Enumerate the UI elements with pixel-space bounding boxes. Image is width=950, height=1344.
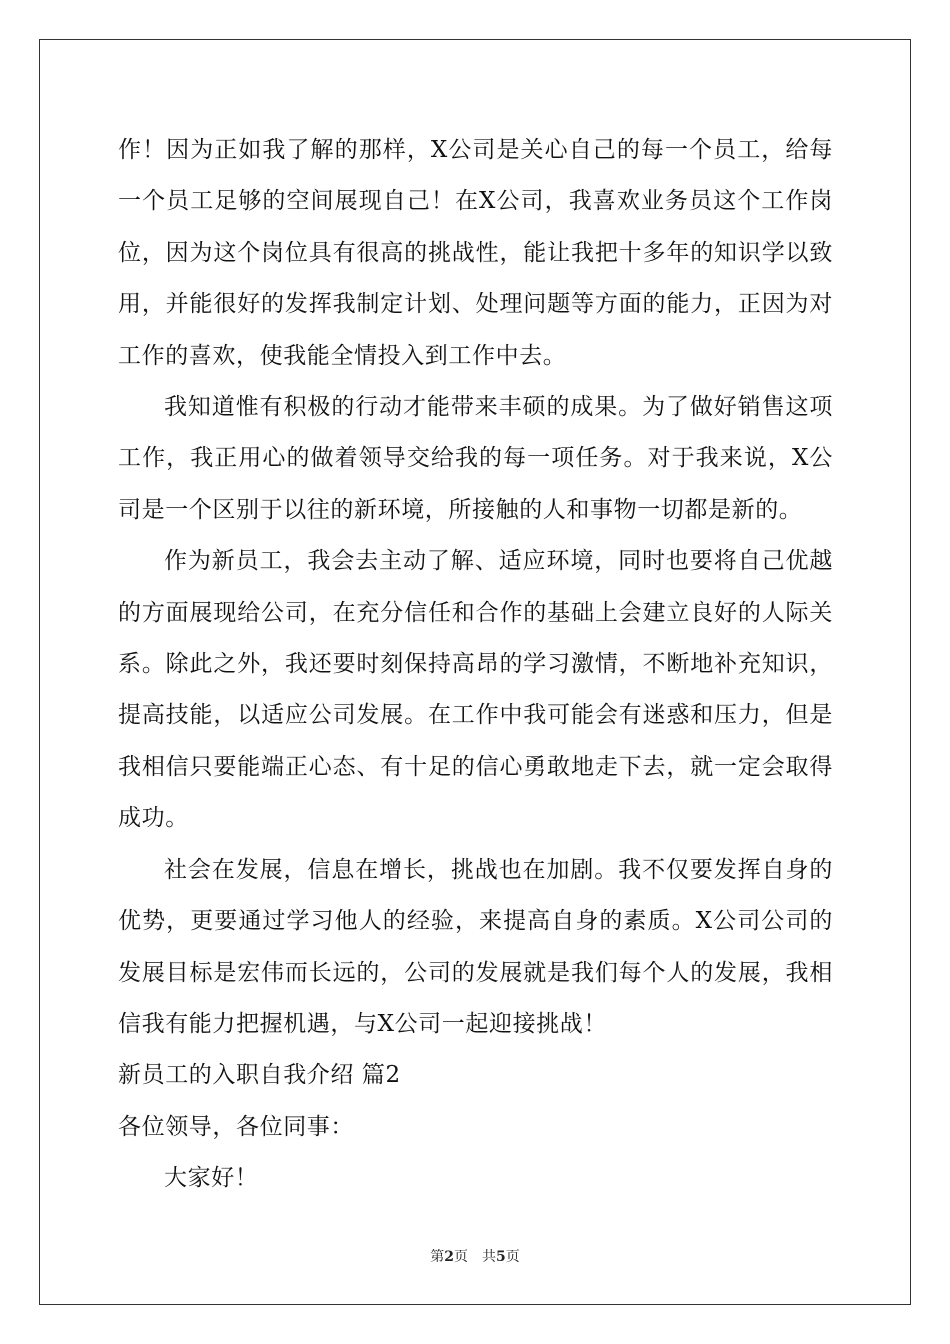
- footer-page-number: 2: [444, 1249, 454, 1265]
- paragraph-development: 社会在发展，信息在增长，挑战也在加剧。我不仅要发挥自身的优势，更要通过学习他人的经验，来提高自身的素质。X公司公司的发展目标是宏伟而长远的，公司的发展就是我们每个人的发展，我相信我有能力把握机遇，与X公司一起迎接挑战！: [118, 856, 833, 1037]
- section-heading: 新员工的入职自我介绍 篇2: [118, 1062, 401, 1089]
- paragraph-actions: 我知道惟有积极的行动才能带来丰硕的成果。为了做好销售这项工作，我正用心的做着领导交给我的每一项任务。对于我来说，X公司是一个区别于以往的新环境，所接触的人和事物一切都是新的。: [118, 394, 833, 523]
- paragraph-new-employee: 作为新员工，我会去主动了解、适应环境，同时也要将自己优越的方面展现给公司，在充分信任和合作的基础上会建立良好的人际关系。除此之外，我还要时刻保持高昂的学习激情，不断地补充知识，提高技能，以适应公司发展。在工作中我可能会有迷惑和压力，但是我相信只要能端正心态、有十足的信心勇敢地走下去，就一定会取得成功。: [118, 548, 833, 832]
- footer-suffix: 页: [505, 1249, 520, 1265]
- salutation: 各位领导，各位同事：: [118, 1113, 354, 1140]
- page-footer: [0, 1246, 950, 1266]
- footer-total-pages: 5: [496, 1249, 506, 1265]
- footer-middle: 页 共: [454, 1249, 496, 1265]
- paragraph-continuation: 作！因为正如我了解的那样，X公司是关心自己的每一个员工，给每一个员工足够的空间展现自己！在X公司，我喜欢业务员这个工作岗位，因为这个岗位具有很高的挑战性，能让我把十多年的知识学以致用，并能很好的发挥我制定计划、处理问题等方面的能力，正因为对工作的喜欢，使我能全情投入到工作中去。: [118, 137, 833, 369]
- greeting: 大家好！: [164, 1165, 259, 1192]
- footer-prefix: 第: [430, 1249, 445, 1265]
- document-body: [118, 125, 833, 1205]
